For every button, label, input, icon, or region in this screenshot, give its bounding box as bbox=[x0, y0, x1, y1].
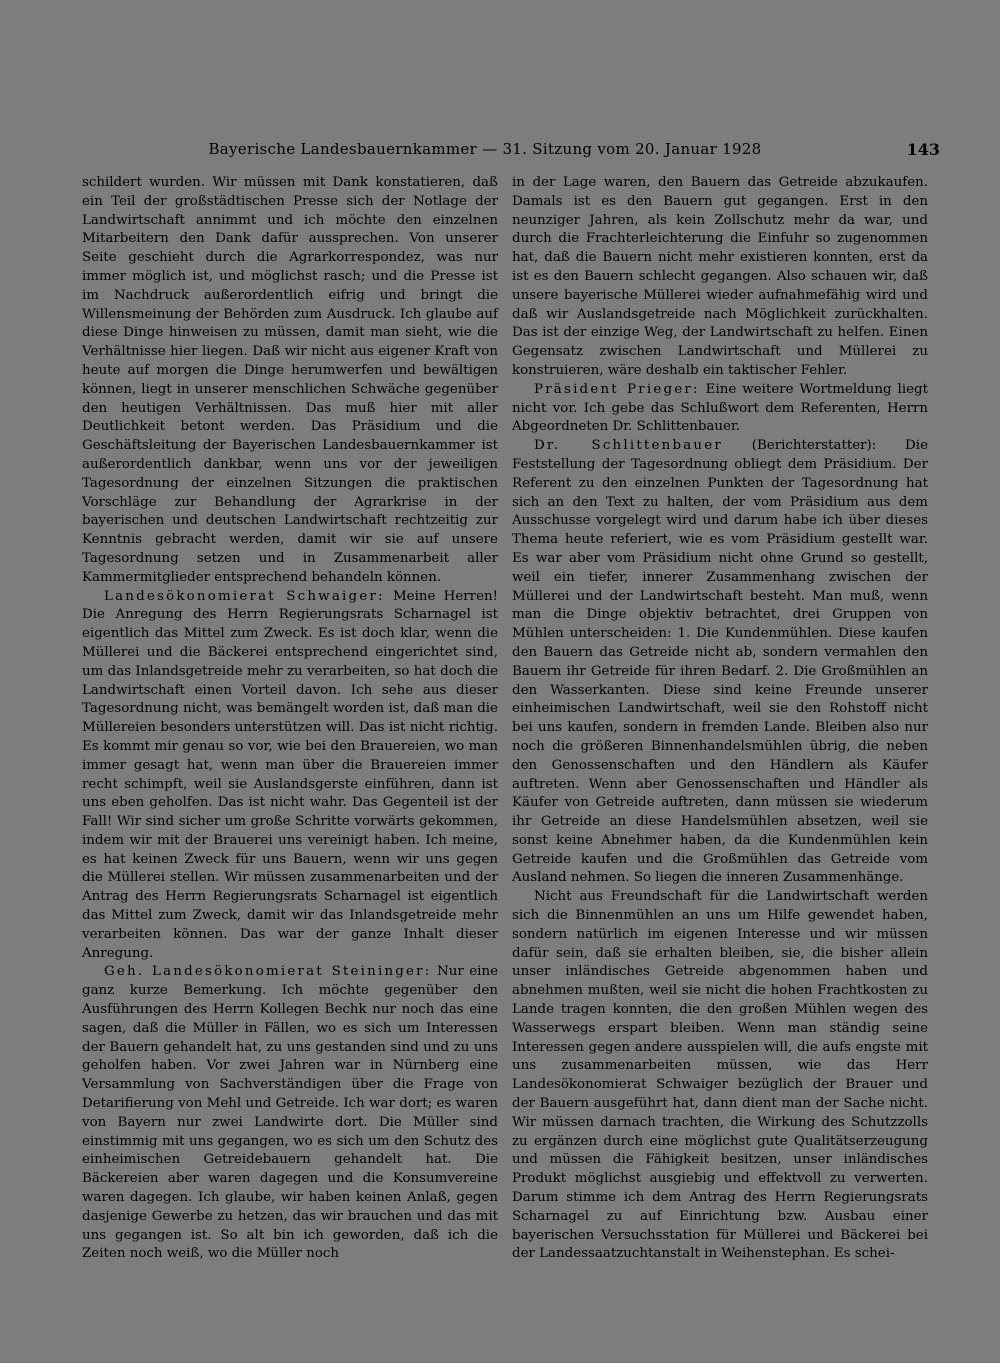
paragraph-text: Nicht aus Freundschaft für die Landwirtschaft werden sich die Binnenmühlen an uns um Hilfe gewendet haben, sondern natürlich im eigenen Interesse und wir müssen dafür sein, daß sie erhalten bleiben, sie, die bisher allein unser inländisches Getreide abgenommen haben und abnehmen mußten, weil sie nicht die hohen Frachtkosten zu Lande tragen konnten, die den großen Mühlen wegen des Wasserwegs erspart bleiben. Wenn man ständig seine Interessen gegen andere ausspielen will, die aufs engste mit uns zusammenarbeiten müssen, wie das Herr Landesökonomierat Schwaiger bezüglich der Brauer und der Bauern ausgeführt hat, dann dient man der Sache nicht. Wir müssen darnach trachten, die Wirkung des Schutzzolls zu ergänzen durch eine möglichst gute Qualitätserzeugung und müssen die Fähigkeit besitzen, unser inländisches Produkt möglichst ausgiebig und effektvoll zu verwerten. Darum stimme ich dem Antrag des Herrn Regierungsrats Scharnagel zu auf Einrichtung bzw. Ausbau einer bayerischen Versuchsstation für Müllerei und Bäckerei bei der Landessaatzuchtanstalt in Weihenstephan. Es schei- bbox=[512, 889, 928, 1262]
paragraph bbox=[512, 888, 928, 1264]
paragraph-text: in der Lage waren, den Bauern das Getreide abzukaufen. Damals ist es den Bauern gut gegangen. Erst in den neunziger Jahren, als kein Zollschutz mehr da war, und durch die Frachterleichterung die Einfuhr so zugenommen hat, daß die Bauern nicht mehr existieren konnten, erst da ist es den Bauern schlecht gegangen. Also schauen wir, daß unsere bayerische Müllerei wieder aufnahmefähig wird und daß wir Auslandsgetreide nach Möglichkeit zurückhalten. Das ist der einzige Weg, der Landwirtschaft zu helfen. Einen Gegensatz zwischen Landwirtschaft und Müllerei zu konstruieren, wäre deshalb ein taktischer Fehler. bbox=[512, 175, 928, 378]
speaker-paragraph bbox=[512, 437, 928, 888]
speaker-paragraph bbox=[512, 381, 928, 437]
speaker-name: Geh. Landesökonomierat Steininger: bbox=[104, 964, 432, 980]
speaker-paragraph bbox=[82, 588, 498, 964]
paragraph bbox=[512, 174, 928, 381]
paragraph-text: Meine Herren! Die Anregung des Herrn Regierungsrats Scharnagel ist eigentlich das Mittel zum Zweck. Es ist doch klar, wenn die Müllerei und die Bäckerei entsprechend eingerichtet sind, um das Inlandsgetreide mehr zu verarbeiten, so hat doch die Landwirtschaft einen Vorteil davon. Ich sehe aus dieser Tagesordnung nicht, was bemängelt worden ist, daß man die Müllereien besonders unterstützen will. Das ist nicht richtig. Es kommt mir genau so vor, wie bei den Brauereien, wo man immer gesagt hat, wenn man über die Brauereien immer recht schimpft, weil sie Auslandsgerste einführen, dann ist uns eben geholfen. Das ist nicht wahr. Das Gegenteil ist der Fall! Wir sind sicher um große Schritte vorwärts gekommen, indem wir mit der Brauerei uns vereinigt haben. Ich meine, es hat keinen Zweck für uns Bauern, wenn wir uns gegen die Müllerei stellen. Wir müssen zusammenarbeiten und der Antrag des Herrn Regierungsrats Scharnagel ist eigentlich das Mittel zum Zweck, damit wir das Inlandsgetreide mehr verarbeiten können. Das war der ganze Inhalt dieser Anregung. bbox=[82, 588, 498, 961]
page-number: 143 bbox=[906, 140, 940, 159]
speaker-name: Dr. Schlittenbauer bbox=[534, 438, 723, 454]
paragraph-text: Nur eine ganz kurze Bemerkung. Ich möchte gegenüber den Ausführungen des Herrn Kollegen Bechk nur noch das eine sagen, daß die Müller in Fällen, wo es sich um Interessen der Bauern gehandelt hat, zu uns gestanden sind und zu uns geholfen haben. Vor zwei Jahren war in Nürnberg eine Versammlung von Sachverständigen über die Frage von Detarifierung von Mehl und Getreide. Ich war dort; es waren von Bayern nur zwei Landwirte dort. Die Müller sind einstimmig mit uns gegangen, wo es sich um den Schutz des einheimischen Getreidebauern gehandelt hat. Die Bäckereien aber waren dagegen und die Konsumvereine waren dagegen. Ich glaube, wir haben keinen Anlaß, gegen dasjenige Gewerbe zu hetzen, das wir brauchen und das mit uns gegangen ist. So alt bin ich geworden, daß ich die Zeiten noch weiß, wo die Müller noch bbox=[82, 964, 499, 1262]
running-title: Bayerische Landesbauernkammer — 31. Sitzung vom 20. Januar 1928 bbox=[208, 140, 762, 158]
speaker-name: Präsident Prieger: bbox=[534, 381, 700, 397]
paragraph bbox=[82, 174, 498, 588]
paragraph-text: (Berichterstatter): Die Feststellung der Tagesordnung obliegt dem Präsidium. Der Referent zu den einzelnen Punkten der Tagesordnung hat sich an den Text zu halten, der vom Präsidium aus dem Ausschusse vorgelegt wird und darum habe ich über dieses Thema heute referiert, wie es vom Präsidium gestellt war. Es war aber vom Präsidium nicht ohne Grund so gestellt, weil ein tiefer, innerer Zusammenhang zwischen der Müllerei und der Landwirtschaft besteht. Man muß, wenn man die Dinge objektiv betrachtet, drei Gruppen von Mühlen unterscheiden: 1. Die Kundenmühlen. Diese kaufen den Bauern das Getreide nicht ab, sondern vermahlen den Bauern ihr Getreide für ihren Bedarf. 2. Die Großmühlen an den Wasserkanten. Diese sind keine Freunde unserer einheimischen Landwirtschaft, weil sie den Rohstoff nicht bei uns kaufen, sondern in fremden Lande. Bleiben also nur noch die größeren Binnenhandelsmühlen übrig, die neben den Genossenschaften und den Händlern als Käufer auftreten. Wenn aber Genossenschaften und Händler als Käufer von Getreide auftreten, dann müssen sie wiederum ihr Getreide an diese Handelsmühlen absetzen, weil sie sonst keine Abnehmer haben, da die Kundenmühlen kein Getreide kaufen und die Großmühlen das Getreide vom Ausland nehmen. So liegen die inneren Zusammenhänge. bbox=[512, 438, 928, 886]
speaker-paragraph bbox=[82, 963, 498, 1264]
speaker-name: Landesökonomierat Schwaiger: bbox=[104, 588, 385, 604]
paragraph-text: Eine weitere Wortmeldung liegt nicht vor. Ich gebe das Schlußwort dem Referenten, Herrn Abgeordneten Dr. Schlittenbauer. bbox=[512, 381, 928, 435]
left-column bbox=[82, 174, 498, 1264]
paragraph-text: schildert wurden. Wir müssen mit Dank konstatieren, daß ein Teil der großstädtischen Presse sich der Notlage der Landwirtschaft annimmt und ich möchte den einzelnen Mitarbeitern den Dank dafür aussprechen. Von unserer Seite geschieht durch die Agrarkorrespondez, was nur immer möglich ist, und möglichst rasch; und die Presse ist im Nachdruck außerordentlich eifrig und bringt die Willensmeinung der Behörden zum Ausdruck. Ich glaube auf diese Dinge hinweisen zu müssen, damit man sieht, wie die Verhältnisse hier liegen. Daß wir nicht aus eigener Kraft von heute auf morgen die Dinge herumwerfen und bewältigen können, liegt in unserer menschlichen Schwäche gegenüber den heutigen Verhältnissen. Das muß hier mit aller Deutlichkeit betont werden. Das Präsidium und die Geschäftsleitung der Bayerischen Landesbauernkammer ist außerordentlich dankbar, wenn uns vor der jeweiligen Tagesordnung der einzelnen Sitzungen die praktischen Vorschläge zur Behandlung der Agrarkrise in der bayerischen und deutschen Landwirtschaft rechtzeitig zur Kenntnis gebracht werden, damit wir sie auf unsere Tagesordnung setzen und in Zusammenarbeit aller Kammermitglieder entsprechend behandeln können. bbox=[82, 175, 498, 585]
page-header bbox=[40, 140, 940, 162]
right-column bbox=[512, 174, 928, 1264]
